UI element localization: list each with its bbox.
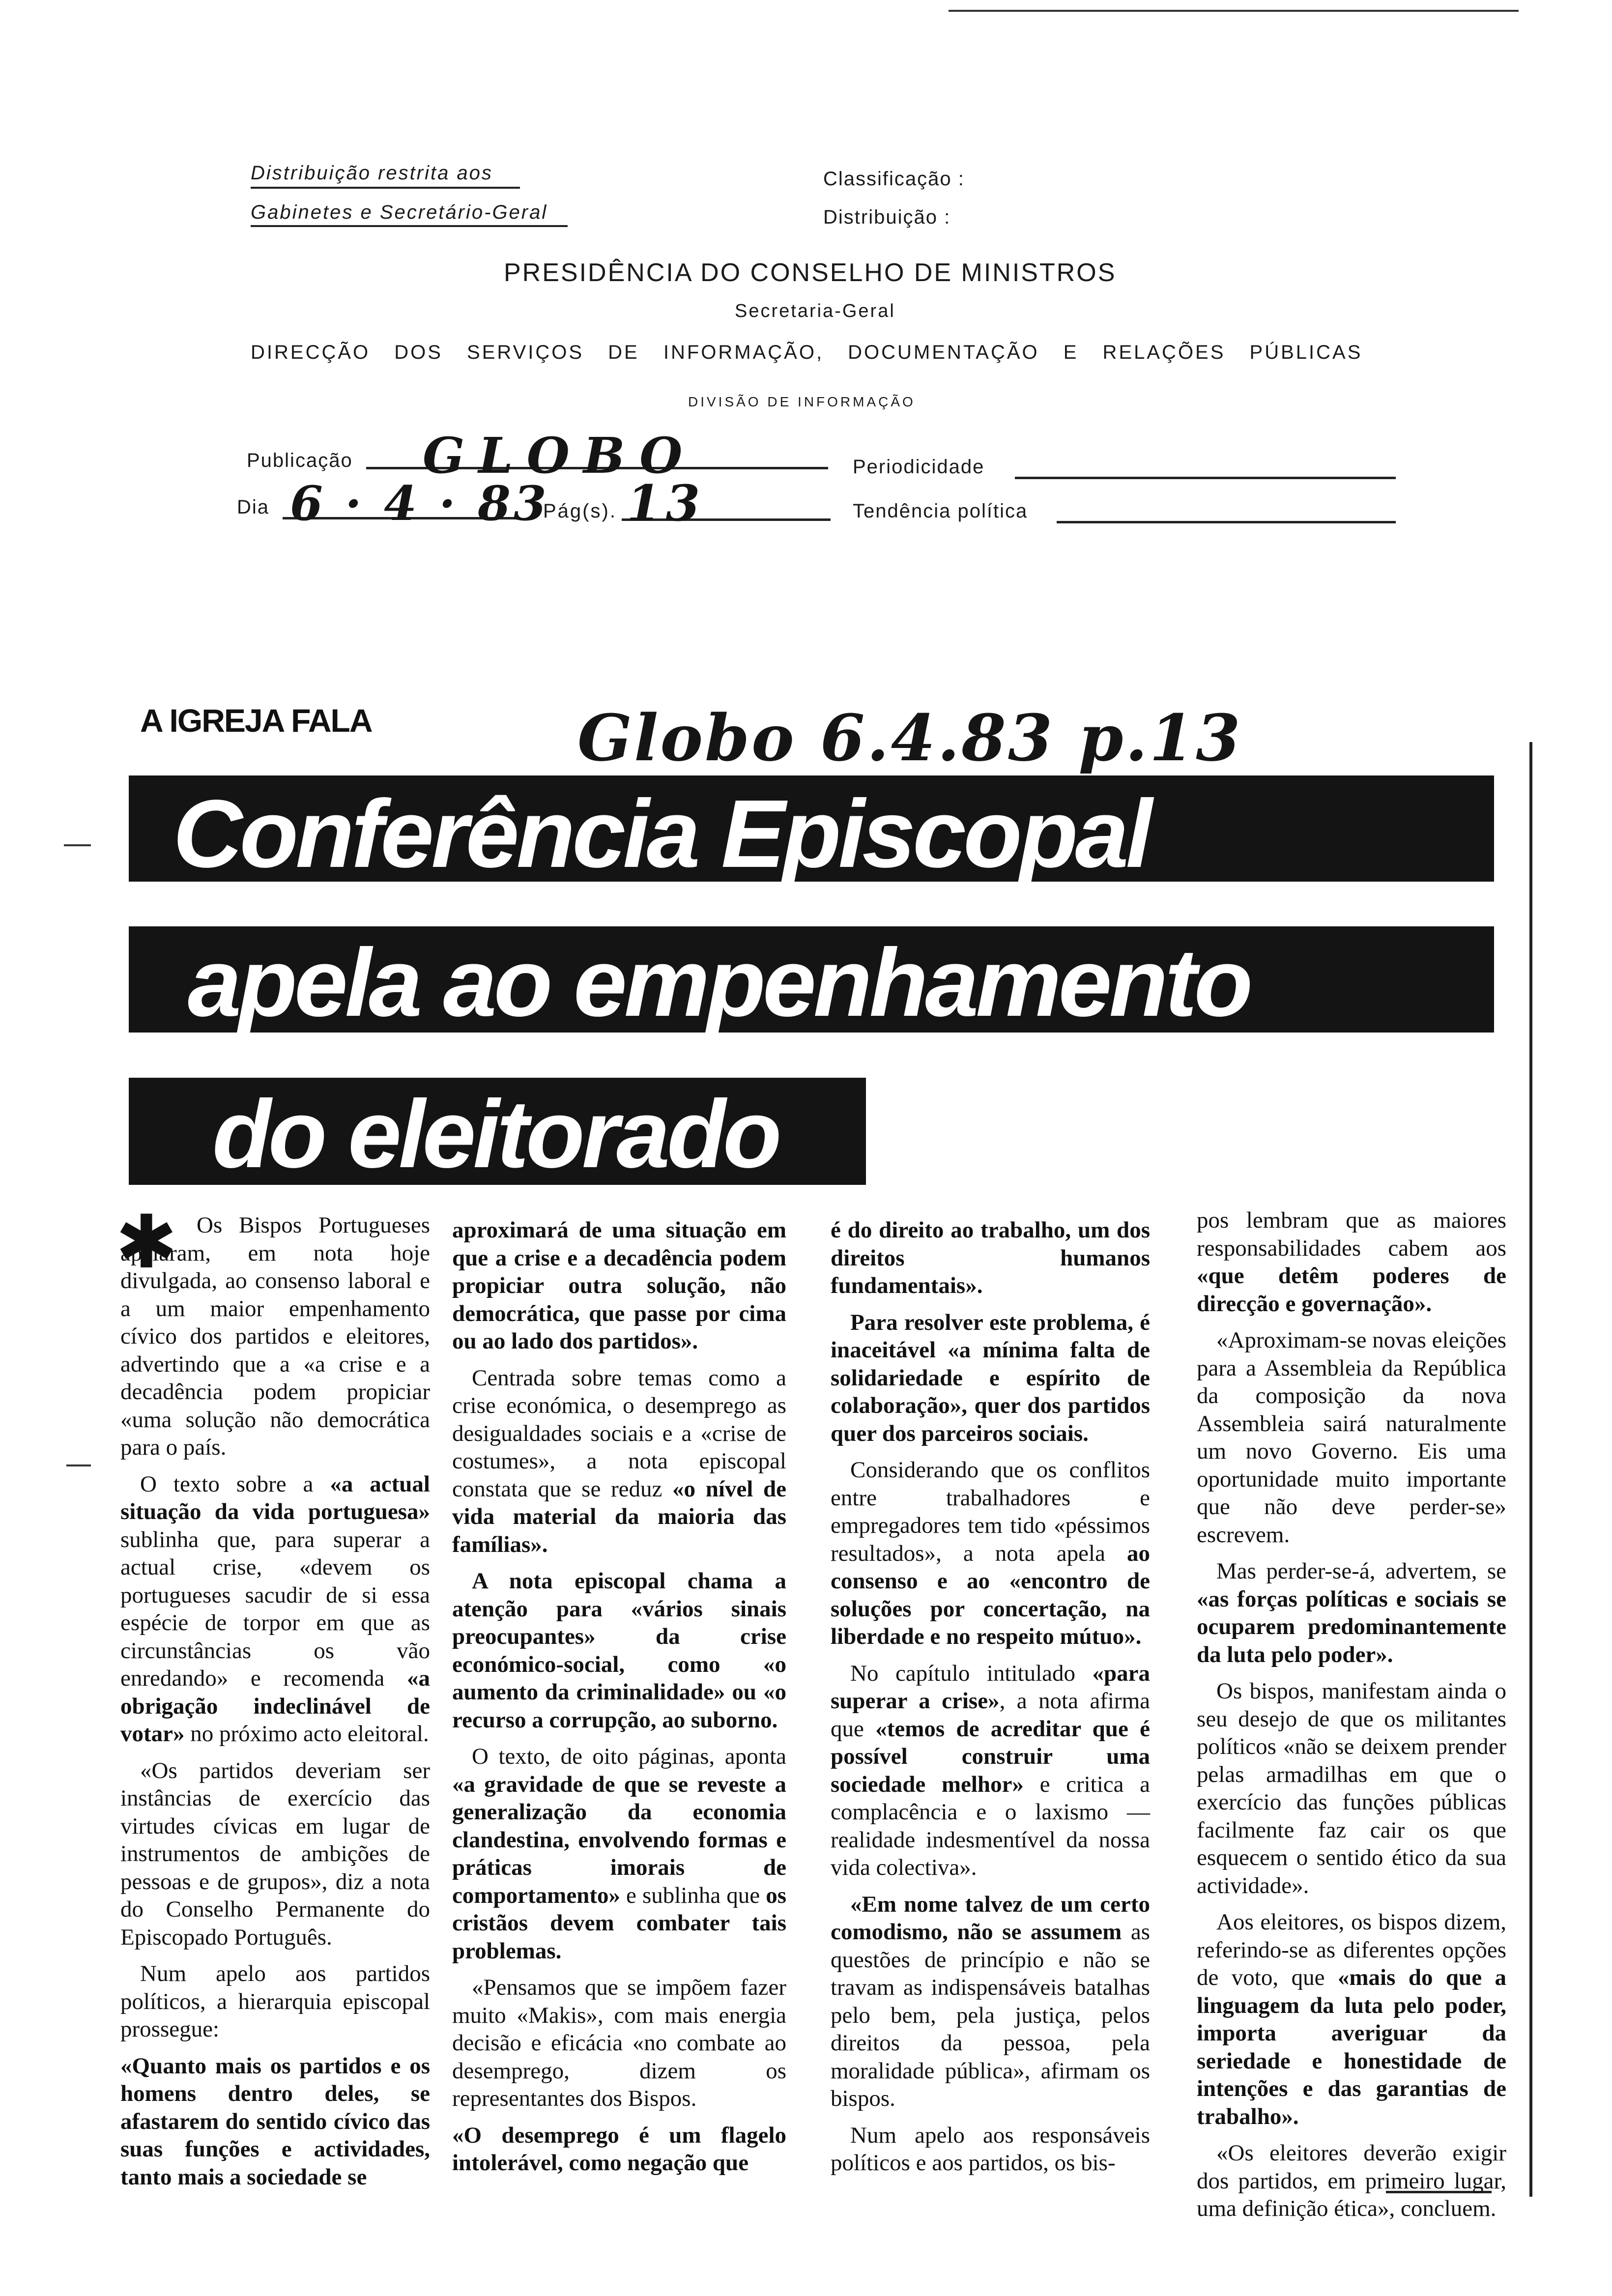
periodicity-label: Periodicidade <box>853 456 985 478</box>
col4-paragraph-2: «Aproximam-se novas eleições para a Assembleia da República da composição da nova Assembleia sairá naturalmente um novo Governo. Eis uma oportunidade muito importante que não deve perder-se» escrevem. <box>1197 1327 1506 1548</box>
col4-paragraph-4: Os bispos, manifestam ainda o seu desejo de que os militantes políticos «não se deixem prender pelas armadilhas em que o exercício das funções públicas facilmente faz cair os que esquecem o sentido ético da sua actividade». <box>1197 1678 1506 1898</box>
col4-paragraph-5: Aos eleitores, os bispos dizem, referindo-se as diferentes opções de voto, que «mais do que a linguagem da luta pelo poder, importa averiguar da seriedade e honestidade de intenções e das garantias de trabalho». <box>1197 1909 1506 2129</box>
col1-paragraph-2: O texto sobre a «a actual situação da vida portuguesa» sublinha que, para superar a actual crise, «devem os portugueses sacudir de si essa espécie de torpor em que as circunstâncias os vão enredando» e recomenda «a obrigação indeclinável de votar» no próximo acto eleitoral. <box>120 1471 430 1747</box>
col3-paragraph-2: Para resolver este problema, é inaceitável «a mínima falta de solidariedade e espírito de colaboração», quer dos partidos quer dos parceiros sociais. <box>831 1309 1150 1446</box>
headline-line-3: do eleitorado <box>212 1080 779 1188</box>
col1-paragraph-5: «Quanto mais os partidos e os homens dentro deles, se afastarem do sentido cívico das suas funções e actividades, tanto mais a sociedade se <box>120 2053 430 2190</box>
article-column-4 <box>1197 1206 1506 2232</box>
col1-paragraph-1: Os Bispos Portugueses apelaram, em nota hoje divulgada, ao consenso laboral e a um maior empenhamento cívico dos partidos e eleitores, advertindo que a «a crise e a decadência podem propiciar «uma solução não democrática para o país. <box>120 1212 430 1460</box>
periodicity-line <box>1015 477 1396 479</box>
col2-paragraph-3: A nota episcopal chama a atenção para «vários sinais preocupantes» da crise económico-social, como «o aumento da criminalidade» ou «o recurso a corrupção, ao suborno. <box>452 1568 786 1733</box>
day-value: 6 · 4 · 83 <box>290 476 549 531</box>
col3-paragraph-3: Considerando que os conflitos entre trabalhadores e empregadores tem tido «péssimos resultados», a nota apela ao consenso e ao «encontro de soluções por concertação, na liberdade e no respeito mútuo». <box>831 1457 1150 1649</box>
headline-line-2: apela ao empenhamento <box>188 929 1250 1036</box>
col2-paragraph-4: O texto, de oito páginas, aponta «a gravidade de que se reveste a generalização da economia clandestina, envolvendo formas e práticas imorais de comportamento» e sublinha que os cristãos devem combater tais problemas. <box>452 1744 786 1964</box>
headline-band-1 <box>129 775 1494 888</box>
col2-paragraph-2: Centrada sobre temas como a crise económica, o desemprego as desigualdades sociais e a «crise de costumes», a nota episcopal constata que se reduz «o nível de vida material da maioria das famílias». <box>452 1365 786 1557</box>
margin-tick-left-2 <box>66 1464 91 1466</box>
margin-tick-left-1 <box>64 844 91 846</box>
top-rule <box>949 10 1519 12</box>
pages-value: 13 <box>627 474 705 532</box>
margin-mark-right <box>1529 742 1532 2197</box>
headline-line-1: Conferência Episcopal <box>173 780 1150 888</box>
distribution-line-2: Gabinetes e Secretário-Geral <box>251 201 548 223</box>
col1-paragraph-3: «Os partidos deveriam ser instâncias de exercício das virtudes cívicas em lugar de instrumentos de ambições de pessoas e de grupos», diz a nota do Conselho Permanente do Episcopado Português. <box>120 1757 430 1950</box>
col2-paragraph-6: «O desemprego é um flagelo intolerável, como negação que <box>452 2122 786 2176</box>
distribution-underline-2 <box>251 225 568 227</box>
col4-paragraph-1: pos lembram que as maiores responsabilidades cabem aos «que detêm poderes de direcção e governação». <box>1197 1207 1506 1317</box>
distribution-label: Distribuição : <box>823 206 951 228</box>
headline-band-2 <box>129 926 1494 1036</box>
col4-paragraph-3: Mas perder-se-á, advertem, se «as forças políticas e sociais se ocuparem predominantemente da luta pelo poder». <box>1197 1558 1506 1667</box>
col1-paragraph-4: Num apelo aos partidos políticos, a hierarquia episcopal prossegue: <box>120 1961 430 2042</box>
headline-band-3 <box>129 1078 866 1188</box>
directorate: DIRECÇÃO DOS SERVIÇOS DE INFORMAÇÃO, DOCUMENTAÇÃO E RELAÇÕES PÚBLICAS <box>251 342 1363 363</box>
col4-paragraph-6: «Os eleitores deverão exigir dos partidos, em primeiro lugar, uma definição ética», concluem. <box>1197 2140 1506 2221</box>
col3-paragraph-5: «Em nome talvez de um certo comodismo, não se assumem as questões de princípio e não se travam as indispensáveis batalhas pelo bem, pela justiça, pelos direitos da pessoa, pela moralidade pública», afirmam os bispos. <box>831 1891 1150 2111</box>
article-kicker: A IGREJA FALA <box>140 702 372 739</box>
division: DIVISÃO DE INFORMAÇÃO <box>688 394 916 409</box>
tendency-line <box>1057 521 1396 523</box>
org-name: PRESIDÊNCIA DO CONSELHO DE MINISTROS <box>504 258 1117 287</box>
secretariat: Secretaria-Geral <box>735 301 895 321</box>
publication-label: Publicação <box>247 450 353 471</box>
article-column-2 <box>452 1216 786 2186</box>
distribution-line-1: Distribuição restrita aos <box>251 162 493 184</box>
asterisk-glyph: ✱ <box>115 1200 177 1285</box>
distribution-underline-1 <box>251 187 520 189</box>
classification-label: Classificação : <box>823 168 965 190</box>
pages-label: Pág(s). <box>543 500 617 522</box>
article-column-1 <box>115 1200 430 2200</box>
article-column-3 <box>831 1216 1150 2186</box>
publication-value: GLOBO <box>423 427 696 485</box>
col3-paragraph-4: No capítulo intitulado «para superar a crise», a nota afirma que «temos de acreditar que é possível construir uma sociedade melhor» e critica a complacência e o laxismo — realidade indesmentível da nossa vida colectiva». <box>831 1660 1151 1880</box>
col2-paragraph-1: aproximará de uma situação em que a crise e a decadência podem propiciar outra solução, não democrática, que passe por cima ou ao lado dos partidos». <box>452 1217 786 1354</box>
col3-paragraph-6: Num apelo aos responsáveis políticos e aos partidos, os bis- <box>831 2122 1150 2176</box>
handwritten-note: Globo 6.4.83 p.13 <box>577 700 1242 775</box>
day-label: Dia <box>237 496 270 518</box>
tendency-label: Tendência política <box>853 500 1028 522</box>
col3-paragraph-1: é do direito ao trabalho, um dos direitos humanos fundamentais». <box>831 1217 1150 1298</box>
col2-paragraph-5: «Pensamos que se impõem fazer muito «Makis», com mais energia decisão e eficácia «no combate ao desemprego, dizem os representantes dos Bispos. <box>452 1975 786 2111</box>
